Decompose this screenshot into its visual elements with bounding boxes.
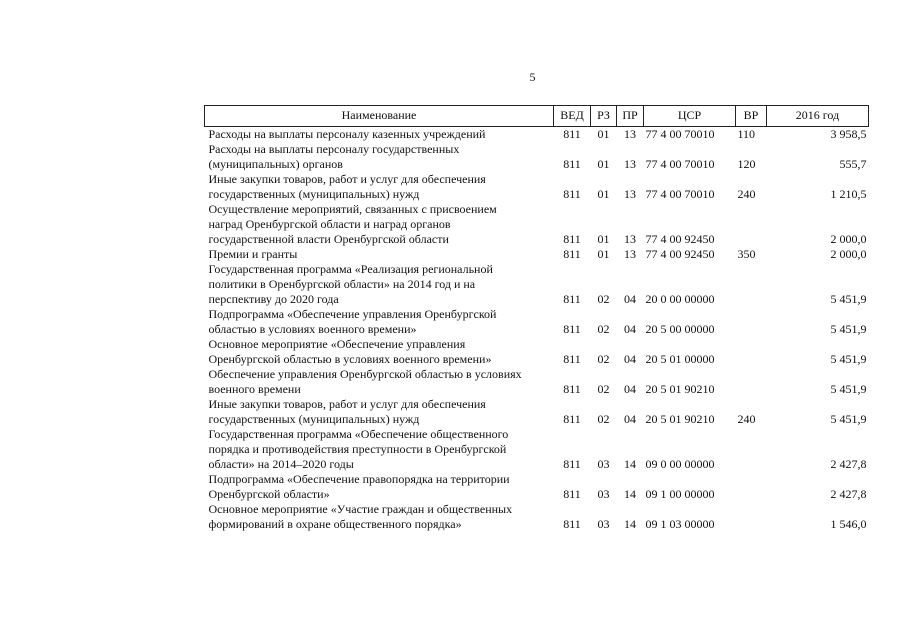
row-csr: 77 4 00 70010 [645,187,715,201]
row-csr: 09 1 00 00000 [645,487,715,501]
row-name-line: военного времени [208,382,301,396]
row-csr: 77 4 00 70010 [645,127,715,141]
row-amount: 1 546,0 [830,517,867,531]
row-ved: 811 [563,247,581,261]
table-row [205,172,869,202]
page-number: 5 [529,70,536,84]
row-csr: 20 5 01 00000 [645,352,715,366]
row-ved: 811 [563,292,581,306]
row-rz: 01 [597,187,610,201]
row-name [205,472,554,502]
row-name [205,142,554,172]
row-vr: 120 [737,157,756,171]
row-csr: 09 1 03 00000 [645,517,715,531]
table-row [205,307,869,337]
row-rz: 02 [597,292,610,306]
row-name [205,262,554,307]
row-ved: 811 [563,382,581,396]
row-ved: 811 [563,487,581,501]
row-name-line: наград Оренбургской области и наград органов [208,217,451,231]
row-name-line: Иные закупки товаров, работ и услуг для обеспечения [208,172,486,186]
row-name-line: (муниципальных) органов [208,157,343,171]
header-row [205,106,869,127]
row-pr: 13 [624,127,636,141]
row-pr: 04 [624,352,636,366]
header-rz: РЗ [591,106,617,127]
row-amount: 2 427,8 [830,457,867,471]
row-name [205,307,554,337]
row-name-line: Расходы на выплаты персоналу казенных учреждений [208,127,486,141]
row-pr: 04 [624,382,636,396]
row-name-line: порядка и противодействия преступности в Оренбургской [208,442,507,456]
row-pr: 13 [624,247,636,261]
row-pr: 14 [624,487,636,501]
row-name-line: Оренбургской области» [208,487,330,501]
row-amount: 555,7 [839,157,867,171]
row-rz: 01 [597,157,610,171]
row-pr: 04 [624,412,636,426]
row-vr [736,472,767,502]
row-amount: 2 000,0 [830,247,867,261]
row-name-line: Обеспечение управления Оренбургской областью в условиях [208,367,522,381]
table-row [205,502,869,532]
row-amount: 1 210,5 [830,187,867,201]
row-vr: 110 [737,127,756,141]
row-name-line: Основное мероприятие «Участие граждан и общественных [208,502,513,516]
table-row [205,337,869,367]
row-rz: 01 [597,247,610,261]
row-ved: 811 [563,187,581,201]
row-name-line: государственных (муниципальных) нужд [208,187,420,201]
row-name-line: областью в условиях военного времени» [208,322,417,336]
row-name-line: Государственная программа «Обеспечение общественного [208,427,509,441]
row-vr [736,202,767,247]
row-amount: 2 427,8 [830,487,867,501]
row-rz: 02 [597,382,610,396]
row-amount: 5 451,9 [830,292,867,306]
row-amount: 5 451,9 [830,322,867,336]
table-row [205,142,869,172]
row-rz: 03 [597,487,610,501]
row-name-line: политики в Оренбургской области» на 2014 год и на [208,277,476,291]
row-ved: 811 [563,412,581,426]
row-pr: 13 [624,232,636,246]
row-vr [736,307,767,337]
row-vr: 240 [737,412,756,426]
row-rz: 01 [597,232,610,246]
row-name-line: Подпрограмма «Обеспечение правопорядка на территории [208,472,510,486]
table-row [205,127,869,143]
row-pr: 13 [624,187,636,201]
row-name [205,502,554,532]
row-ved: 811 [563,232,581,246]
table-row [205,472,869,502]
row-name [205,247,554,262]
row-amount: 3 958,5 [830,127,867,141]
row-vr [736,337,767,367]
row-amount: 5 451,9 [830,412,867,426]
row-csr: 77 4 00 92450 [645,232,715,246]
row-rz: 02 [597,412,610,426]
row-ved: 811 [563,157,581,171]
row-ved: 811 [563,322,581,336]
row-name [205,172,554,202]
header-csr: ЦСР [644,106,736,127]
row-ved: 811 [563,352,581,366]
row-csr: 20 5 00 00000 [645,322,715,336]
table-header [205,106,869,127]
row-name-line: Государственная программа «Реализация региональной [208,262,493,276]
table-row [205,262,869,307]
row-vr [736,262,767,307]
row-name [205,397,554,427]
row-csr: 20 0 00 00000 [645,292,715,306]
row-pr: 13 [624,157,636,171]
row-rz: 02 [597,352,610,366]
header-ved: ВЕД [554,106,591,127]
table-row [205,247,869,262]
row-name-line: государственной власти Оренбургской области [208,232,449,246]
row-name-line: Подпрограмма «Обеспечение управления Оренбургской [208,307,497,321]
row-ved: 811 [563,517,581,531]
row-name-line: формирований в охране общественного порядка» [208,517,462,531]
row-vr [736,502,767,532]
row-name [205,202,554,247]
header-vr: ВР [736,106,767,127]
row-rz: 03 [597,457,610,471]
budget-table [204,105,869,532]
row-rz: 03 [597,517,610,531]
row-vr [736,427,767,472]
row-amount: 5 451,9 [830,382,867,396]
row-ved: 811 [563,457,581,471]
row-csr: 77 4 00 92450 [645,247,715,261]
row-ved: 811 [563,127,581,141]
row-vr [736,367,767,397]
header-name: Наименование [205,106,554,127]
row-name [205,337,554,367]
table-row [205,367,869,397]
row-name-line: перспективу до 2020 года [208,292,339,306]
row-vr: 350 [737,247,756,261]
row-name-line: государственных (муниципальных) нужд [208,412,420,426]
row-csr: 77 4 00 70010 [645,157,715,171]
header-year: 2016 год [767,106,869,127]
row-csr: 09 0 00 00000 [645,457,715,471]
row-csr: 20 5 01 90210 [645,382,715,396]
row-pr: 14 [624,517,636,531]
table-body [205,127,869,533]
row-name-line: Оренбургской областью в условиях военного времени» [208,352,492,366]
row-pr: 14 [624,457,636,471]
header-pr: ПР [617,106,644,127]
row-amount: 5 451,9 [830,352,867,366]
row-csr: 20 5 01 90210 [645,412,715,426]
row-name-line: Иные закупки товаров, работ и услуг для обеспечения [208,397,486,411]
row-rz: 02 [597,322,610,336]
row-pr: 04 [624,292,636,306]
row-amount: 2 000,0 [830,232,867,246]
row-name-line: Премии и гранты [208,247,298,261]
row-name-line: Основное мероприятие «Обеспечение управления [208,337,466,351]
row-name [205,427,554,472]
row-pr: 04 [624,322,636,336]
table-row [205,397,869,427]
row-name-line: Осуществление мероприятий, связанных с присвоением [208,202,497,216]
row-name [205,367,554,397]
table-row [205,202,869,247]
row-name [205,127,554,143]
row-name-line: области» на 2014–2020 годы [208,457,354,471]
row-vr: 240 [737,187,756,201]
row-rz: 01 [597,127,610,141]
row-name-line: Расходы на выплаты персоналу государственных [208,142,460,156]
table-row [205,427,869,472]
